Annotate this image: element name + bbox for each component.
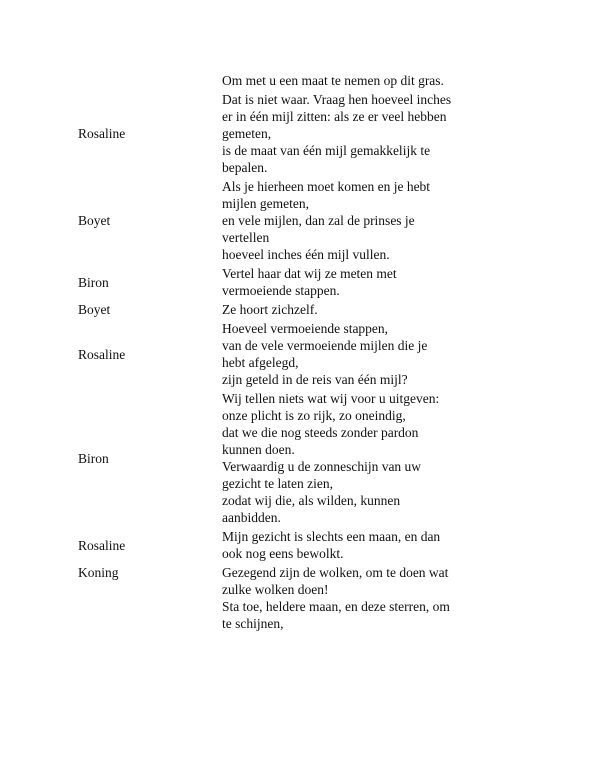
dialogue-row (0, 320, 600, 388)
speech-text (222, 265, 454, 299)
speech-line: Gezegend zijn de wolken, om te doen wat zulke wolken doen! (222, 565, 449, 597)
speech-text (222, 91, 454, 176)
speech-line: en vele mijlen, dan zal de prinses je vertellen (222, 213, 415, 245)
speaker-name: Rosaline (78, 537, 126, 553)
speech-line: Wij tellen niets wat wij voor u uitgeven: (222, 391, 440, 406)
dialogue-row (0, 301, 600, 318)
speech-line: Dat is niet waar. Vraag hen hoeveel inches (222, 92, 452, 107)
dialogue-row (0, 178, 600, 263)
speech-line: zodat wij die, als wilden, kunnen aanbidden. (222, 493, 401, 525)
speech-line: Ze hoort zichzelf. (222, 302, 318, 317)
speaker-name (0, 72, 222, 89)
dialogue-row (0, 564, 600, 632)
speaker-name: Rosaline (78, 126, 126, 141)
speech-line: er in één mijl zitten: als ze er veel hebben gemeten, (222, 109, 447, 141)
speech-text (222, 72, 454, 89)
dialogue-row (0, 528, 600, 562)
speaker-name: Rosaline (78, 346, 126, 362)
speech-line: Sta toe, heldere maan, en deze sterren, om te schijnen, (222, 599, 450, 631)
speech-text (222, 178, 454, 263)
speaker-name: Koning (78, 565, 119, 580)
speech-text (222, 564, 454, 632)
speech-text (222, 528, 454, 562)
dialogue-row (0, 265, 600, 299)
speech-line: Hoeveel vermoeiende stappen, (222, 321, 389, 336)
speech-line: onze plicht is zo rijk, zo oneindig, (222, 408, 406, 423)
dialogue-table (0, 72, 600, 634)
dialogue-row (0, 91, 600, 176)
speech-line: van de vele vermoeiende mijlen die je hebt afgelegd, (222, 338, 428, 370)
speaker-name: Boyet (78, 302, 111, 317)
speech-line: Mijn gezicht is slechts een maan, en dan ook nog eens bewolkt. (222, 529, 441, 561)
speech-line: zijn geteld in de reis van één mijl? (222, 372, 408, 387)
speaker-name: Biron (78, 274, 109, 290)
speech-text (222, 301, 454, 318)
dialogue-row (0, 390, 600, 526)
speech-line: Om met u een maat te nemen op dit gras. (222, 73, 444, 88)
speech-line: Vertel haar dat wij ze meten met vermoeiende stappen. (222, 266, 397, 298)
speaker-name: Boyet (78, 213, 111, 228)
speech-line: Verwaardig u de zonneschijn van uw gezicht te laten zien, (222, 459, 422, 491)
speech-line: hoeveel inches één mijl vullen. (222, 247, 390, 262)
dialogue-row (0, 72, 600, 89)
speech-line: dat we die nog steeds zonder pardon kunnen doen. (222, 425, 419, 457)
speech-text (222, 320, 454, 388)
speech-line: is de maat van één mijl gemakkelijk te bepalen. (222, 143, 431, 175)
speech-line: Als je hierheen moet komen en je hebt mijlen gemeten, (222, 179, 431, 211)
speaker-name: Biron (78, 450, 109, 466)
speech-text (222, 390, 454, 526)
